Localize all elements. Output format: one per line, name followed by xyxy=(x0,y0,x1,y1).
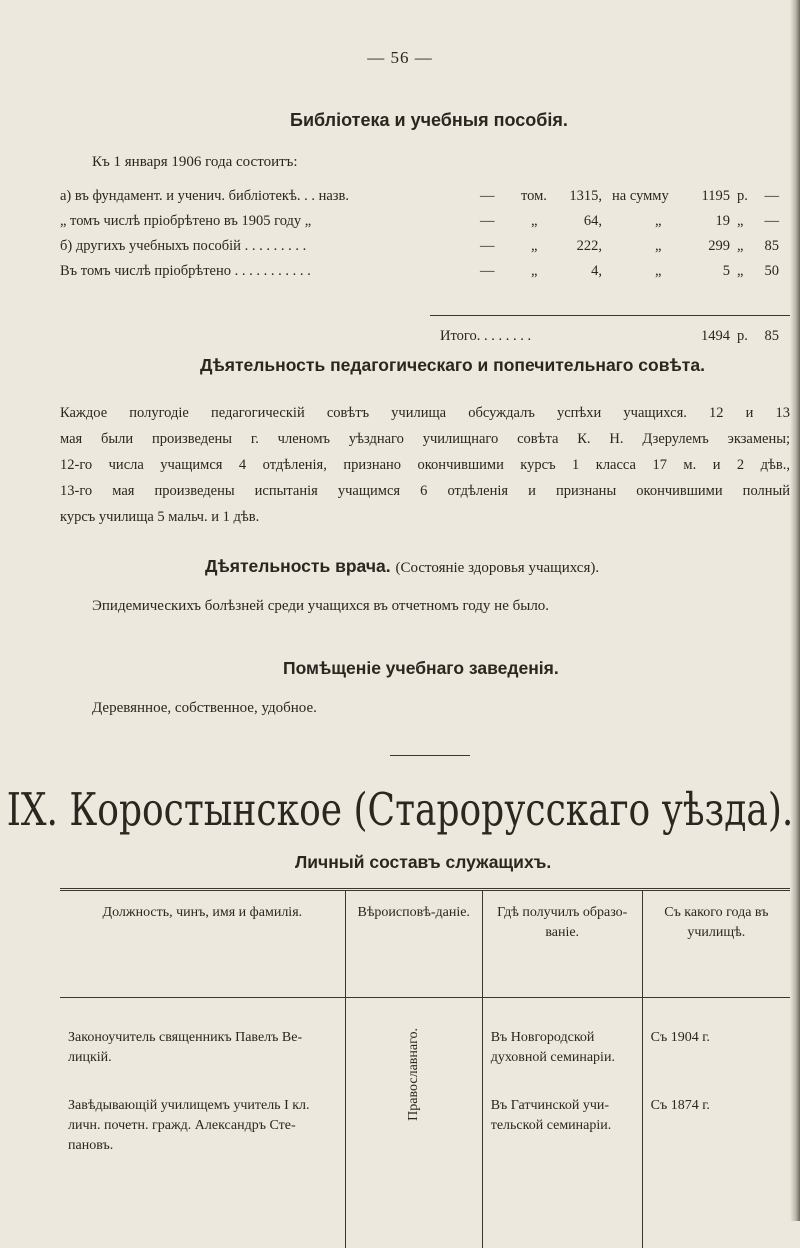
position-cell xyxy=(60,998,345,1248)
row-sum-label: „ xyxy=(655,238,661,255)
staff-position: Завѣдывающій училищемъ учитель I кл. личн. почетн. гражд. Александръ Сте-пановъ. xyxy=(68,1096,337,1156)
staff-table xyxy=(60,888,790,1248)
row-kop: — xyxy=(757,213,779,230)
religion-cell xyxy=(345,998,482,1248)
row-dash: — xyxy=(480,263,495,280)
staff-position: Законоучитель священникъ Павелъ Ве-лицкій. xyxy=(68,1028,337,1074)
since-cell xyxy=(642,998,790,1248)
doctor-text: Эпидемическихъ болѣзней среди учащихся въ отчетномъ году не было. xyxy=(92,598,549,615)
row-count: 222, xyxy=(552,238,602,255)
row-rub-unit: „ xyxy=(737,238,743,255)
page-edge-shadow xyxy=(790,0,800,1221)
paragraph-line: мая были произведены г. членомъ уѣзднаго училищнаго совѣта К. Н. Дзерулемъ экзамены; xyxy=(60,426,790,452)
row-unit: „ xyxy=(531,238,537,255)
premises-text: Деревянное, собственное, удобное. xyxy=(92,700,317,717)
library-heading: Библіотека и учебныя пособія. xyxy=(290,110,568,131)
row-unit: „ xyxy=(531,213,537,230)
doctor-heading-note: (Состояніе здоровья учащихся). xyxy=(395,560,599,576)
paragraph-line: 13-го мая произведены испытанія учащимся 6 отдѣленія и признаны окончившими полный xyxy=(60,478,790,504)
row-dash: — xyxy=(480,188,495,205)
row-rub: 5 xyxy=(680,263,730,280)
row-rub-unit: „ xyxy=(737,263,743,280)
row-label: а) въ фундамент. и ученич. библіотекѣ. . . назв. xyxy=(60,188,349,205)
total-kop: 85 xyxy=(757,328,779,345)
row-label: Въ томъ числѣ пріобрѣтено . . . . . . . . . . . xyxy=(60,263,311,280)
staff-heading: Личный составъ служащихъ. xyxy=(295,852,551,873)
row-rub: 1195 xyxy=(680,188,730,205)
paragraph-line: курсъ училища 5 мальч. и 1 дѣв. xyxy=(60,504,790,530)
staff-since: Съ 1874 г. xyxy=(651,1096,782,1116)
row-count: 64, xyxy=(552,213,602,230)
column-header-position: Должность, чинъ, имя и фамилія. xyxy=(60,890,345,998)
staff-education: Въ Гатчинской учи-тельской семинаріи. xyxy=(491,1096,634,1136)
row-rub-unit: р. xyxy=(737,188,748,205)
table-row xyxy=(60,998,790,1248)
council-heading: Дѣятельность педагогическаго и попечительнаго совѣта. xyxy=(200,355,705,376)
paragraph-line: Каждое полугодіе педагогическій совѣтъ училища обсуждалъ успѣхи учащихся. 12 и 13 xyxy=(60,400,790,426)
row-count: 4, xyxy=(552,263,602,280)
section-title: IX. Коростынское (Старорусскаго уѣзда). xyxy=(0,785,800,836)
row-dash: — xyxy=(480,238,495,255)
total-label: Итого. . . . . . . . xyxy=(440,328,531,345)
row-kop: 50 xyxy=(757,263,779,280)
row-label: б) другихъ учебныхъ пособій . . . . . . . . . xyxy=(60,238,306,255)
row-unit: „ xyxy=(531,263,537,280)
premises-heading: Помѣщеніе учебнаго заведенія. xyxy=(283,658,559,679)
staff-education: Въ Новгородской духовной семинаріи. xyxy=(491,1028,634,1074)
staff-since: Съ 1904 г. xyxy=(651,1028,782,1074)
row-kop: — xyxy=(757,188,779,205)
row-label: „ томъ числѣ пріобрѣтено въ 1905 году „ xyxy=(60,213,311,230)
row-rub: 19 xyxy=(680,213,730,230)
row-sum-label: „ xyxy=(655,263,661,280)
religion-value: Православнаго. xyxy=(404,1028,424,1121)
paragraph-line: 12-го числа учащимся 4 отдѣленія, признано окончившими курсъ 1 класса 17 м. и 2 дѣв., xyxy=(60,452,790,478)
column-header-education: Гдѣ получилъ образо-ваніе. xyxy=(482,890,642,998)
row-rub: 299 xyxy=(680,238,730,255)
page-number: — 56 — xyxy=(0,48,800,68)
row-unit: том. xyxy=(521,188,547,205)
row-sum-label: на сумму xyxy=(612,188,669,205)
column-header-religion: Вѣроисповѣ-даніе. xyxy=(345,890,482,998)
doctor-heading-title: Дѣятельность врача. xyxy=(205,556,391,576)
row-kop: 85 xyxy=(757,238,779,255)
total-rub: 1494 xyxy=(680,328,730,345)
row-count: 1315, xyxy=(552,188,602,205)
library-intro: Къ 1 января 1906 года состоитъ: xyxy=(92,154,298,171)
education-cell xyxy=(482,998,642,1248)
total-rub-unit: р. xyxy=(737,328,748,345)
row-rub-unit: „ xyxy=(737,213,743,230)
row-sum-label: „ xyxy=(655,213,661,230)
section-separator xyxy=(390,755,470,756)
row-dash: — xyxy=(480,213,495,230)
table-header-row xyxy=(60,890,790,998)
doctor-heading xyxy=(205,556,599,577)
column-header-since: Съ какого года въ училищѣ. xyxy=(642,890,790,998)
council-paragraph xyxy=(60,400,790,530)
total-rule xyxy=(430,315,790,316)
